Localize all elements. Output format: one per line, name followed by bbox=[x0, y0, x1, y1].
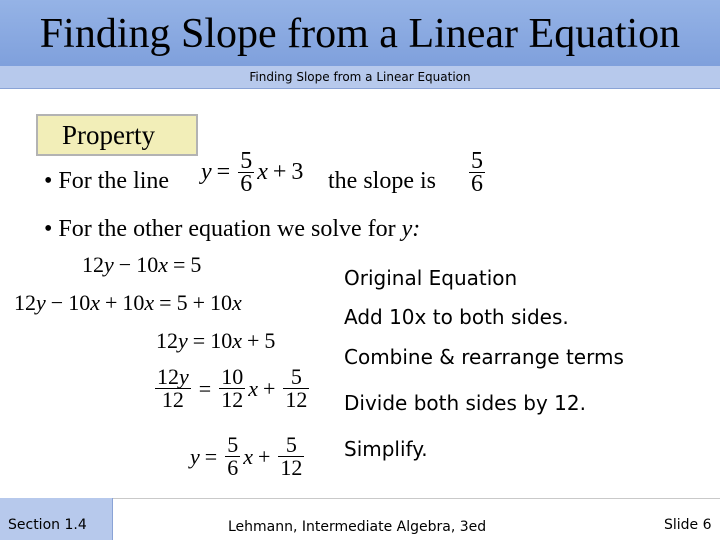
fraction-denominator: 12 bbox=[280, 455, 303, 480]
plus-sign: + bbox=[272, 159, 287, 185]
plus-sign: + bbox=[246, 328, 260, 353]
step-4-equation bbox=[152, 366, 312, 411]
bullet-1-mid: the slope is bbox=[328, 168, 436, 194]
var-x: x bbox=[232, 328, 242, 353]
fraction-numerator: 5 bbox=[471, 148, 483, 174]
var-x: x bbox=[144, 290, 155, 315]
fraction-denominator: 12 bbox=[161, 387, 184, 412]
var-y: y bbox=[104, 252, 114, 277]
coef: 12 bbox=[156, 328, 178, 353]
var-y: y bbox=[190, 443, 200, 469]
coef: 12 bbox=[82, 252, 104, 277]
bullet-2-variable: y: bbox=[401, 216, 421, 242]
var-x: x bbox=[243, 443, 253, 469]
var-x: x bbox=[158, 252, 168, 277]
var-y: y bbox=[178, 328, 188, 353]
step-1-equation bbox=[82, 252, 201, 278]
equals-sign: = bbox=[172, 252, 186, 277]
constant: 5 bbox=[264, 328, 276, 353]
var-y: y bbox=[201, 159, 212, 185]
bullet-2-text: • For the other equation we solve for bbox=[44, 216, 396, 242]
footer-section: Section 1.4 bbox=[8, 517, 87, 533]
step-label-4: Divide both sides by 12. bbox=[344, 391, 586, 415]
footer-book: Lehmann, Intermediate Algebra, 3ed bbox=[228, 519, 487, 535]
fraction-denominator: 12 bbox=[285, 387, 308, 412]
bullet-1-prefix: • For the line bbox=[44, 168, 170, 194]
property-label: Property bbox=[62, 120, 155, 150]
var-x: x bbox=[248, 375, 258, 401]
fraction-denominator: 6 bbox=[240, 171, 253, 197]
step-3-equation bbox=[156, 328, 275, 354]
step-label-3: Combine & rearrange terms bbox=[344, 345, 624, 369]
fraction-numerator: 5 bbox=[240, 148, 253, 174]
fraction-5-12 bbox=[283, 366, 309, 411]
plus-sign: + bbox=[262, 375, 276, 401]
step-label-1: Original Equation bbox=[344, 266, 518, 290]
var-x: x bbox=[231, 290, 242, 315]
fraction-5-6 bbox=[225, 434, 240, 479]
coef: 10 bbox=[122, 290, 145, 315]
coef: 10 bbox=[209, 290, 232, 315]
coef: 10 bbox=[68, 290, 91, 315]
equals-sign: = bbox=[159, 290, 172, 315]
fraction-5-6 bbox=[238, 150, 254, 195]
fraction-numerator: 12y bbox=[157, 364, 189, 389]
slope-fraction bbox=[469, 150, 485, 195]
coef: 10 bbox=[210, 328, 233, 353]
equation-line bbox=[201, 150, 303, 195]
var-x: x bbox=[90, 290, 100, 315]
footer-slide-number: Slide 6 bbox=[664, 517, 712, 533]
fraction-numerator: 5 bbox=[227, 432, 239, 457]
equals-sign: = bbox=[216, 159, 231, 185]
fraction-denominator: 6 bbox=[471, 171, 483, 197]
equals-sign: = bbox=[192, 328, 206, 353]
minus-sign: − bbox=[118, 252, 132, 277]
step-label-5: Simplify. bbox=[344, 437, 428, 461]
slide-title: Finding Slope from a Linear Equation bbox=[39, 11, 681, 57]
bullet-2 bbox=[44, 214, 420, 244]
fraction-12y-12 bbox=[155, 366, 191, 411]
constant: 5 bbox=[190, 252, 202, 277]
equals-sign: = bbox=[198, 375, 212, 401]
constant: 3 bbox=[291, 159, 304, 185]
fraction-numerator: 5 bbox=[285, 432, 297, 457]
plus-sign: + bbox=[104, 290, 118, 315]
equals-sign: = bbox=[204, 443, 218, 469]
plus-sign: + bbox=[257, 443, 271, 469]
coef: 12 bbox=[14, 290, 36, 315]
fraction-10-12 bbox=[219, 366, 245, 411]
var-x: x bbox=[257, 159, 268, 185]
fraction-5-12 bbox=[278, 434, 304, 479]
fraction-denominator: 12 bbox=[221, 387, 244, 412]
constant: 5 bbox=[176, 290, 188, 315]
coef: 10 bbox=[136, 252, 159, 277]
var-y: y bbox=[36, 290, 46, 315]
fraction-numerator: 10 bbox=[221, 364, 244, 389]
step-5-equation bbox=[190, 434, 307, 479]
fraction-denominator: 6 bbox=[227, 455, 239, 480]
slide-subtitle: Finding Slope from a Linear Equation bbox=[249, 70, 471, 84]
plus-sign: + bbox=[192, 290, 205, 315]
fraction-numerator: 5 bbox=[290, 364, 302, 389]
step-2-equation bbox=[14, 290, 242, 316]
step-label-2: Add 10x to both sides. bbox=[344, 305, 569, 329]
minus-sign: − bbox=[50, 290, 64, 315]
slope-value bbox=[466, 150, 488, 195]
